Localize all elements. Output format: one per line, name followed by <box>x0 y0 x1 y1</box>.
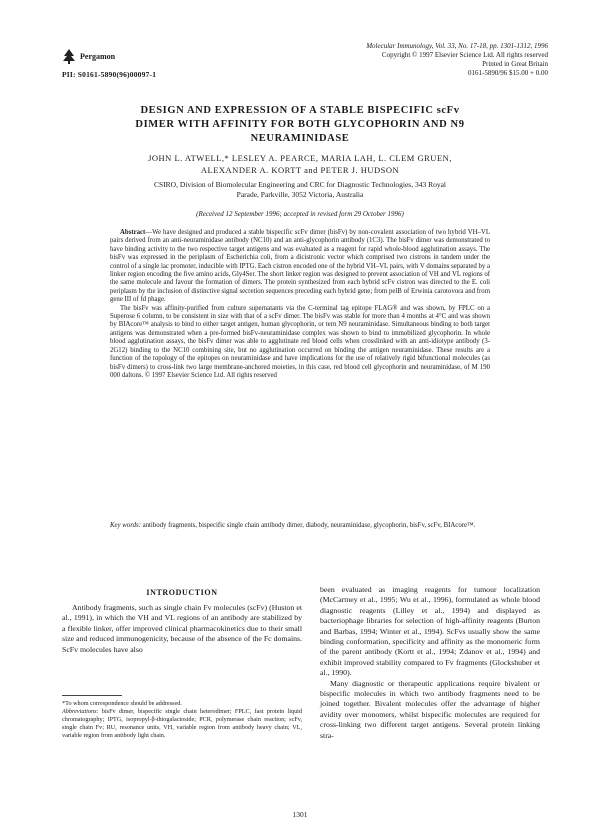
printed-in-line: Printed in Great Britain <box>482 60 548 68</box>
author-line: ALEXANDER A. KORTT and PETER J. HUDSON <box>200 165 400 175</box>
abbreviations-label: Abbreviations: <box>62 708 99 715</box>
title-line: NEURAMINIDASE <box>250 133 350 144</box>
received-dates: (Received 12 September 1996; accepted in revised form 29 October 1996) <box>196 210 404 218</box>
article-title <box>80 104 520 146</box>
section-heading-introduction: INTRODUCTION <box>146 588 218 597</box>
title-line: DIMER WITH AFFINITY FOR BOTH GLYCOPHORIN AND N9 <box>135 119 465 130</box>
keywords-text: antibody fragments, bispecific single chain antibody dimer, diabody, neuraminidase, glycophorin, bisFv, scFv, BIAcore™. <box>142 522 476 529</box>
keywords-label: Key words: <box>110 522 141 529</box>
pergamon-tree-icon <box>62 48 76 64</box>
pii-code: PII: S0161-5890(96)00097-1 <box>62 70 157 79</box>
abstract-paragraph: The bisFv was affinity-purified from culture supernatants via the C-terminal tag epitope FLAG® and was shown, by FPLC on a Superose 6 column, to be consistent in size with that of a scFv dimer. The bisFv was stable for more than 4 months at 4°C and was shown by BIAcore™ analysis to bind to either target antigen, human glycophorin, or tern N9 neuraminidase. Simultaneous binding to both target antigens was demonstrated when a pre-formed bisFv-neuraminidase complex was shown to bind to immobilized glycophorin. In whole blood agglutination assays, the bisFv dimer was able to agglutinate red blood cells when crosslinked with an anti-idiotype antibody (3-2G12) binding to the NC10 combining site, but no agglutination occurred on binding the antigen neuraminidase. These results are a function of the topology of the epitopes on neuraminidase and have implications for the use of relatively rigid bifunctional molecules (as bisFv dimers) to cross-link two large membrane-anchored moieties, in this case, red blood cell glycophorin and neuraminidase, of M 190 000 daltons. © 1997 Elsevier Science Ltd. All rights reserved <box>110 304 490 379</box>
abstract <box>110 229 490 380</box>
right-column <box>320 585 540 741</box>
footnotes <box>62 700 302 740</box>
abstract-paragraph <box>110 229 490 305</box>
affiliation-line: CSIRO, Division of Biomolecular Engineering and CRC for Diagnostic Technologies, 343 Royal <box>153 180 446 189</box>
author-line: JOHN L. ATWELL,* LESLEY A. PEARCE, MARIA LAH, L. CLEM GRUEN, <box>148 153 452 163</box>
affiliation-line: Parade, Parkville, 3052 Victoria, Australia <box>236 190 364 199</box>
abbreviations-footnote <box>62 708 302 740</box>
body-paragraph: Antibody fragments, such as single chain Fv molecules (scFv) (Huston et al., 1991), in which the VH and VL regions of an antibody are stabilized by a flexible linker, offer improved clinical pharmacokinetics due to their small size and reduced immunogenicity, because of the absence of the Fc domains. ScFv molecules have also <box>62 603 302 654</box>
affiliation <box>110 180 490 200</box>
body-paragraph: been evaluated as imaging reagents for tumour localization (McCartney et al., 1995; Wu et al., 1996), formulated as whole blood diagnostic reagents (Lilley et al., 1994) and displayed as bacteriophage libraries for selection of high-affinity reagents (Burton and Barbas, 1994; Winter et al., 1994). ScFvs usually show the same binding conformation, specificity and affinity as the monomeric form of the parent antibody (Kortt et al., 1994; Zdanov et al., 1994) and exhibit improved stability compared to Fv fragments (Glockshuber et al., 1990). <box>320 585 540 678</box>
footnote-divider <box>62 695 122 696</box>
journal-info <box>298 42 548 78</box>
author-list <box>90 152 510 176</box>
abstract-text: —We have designed and produced a stable bispecific scFv dimer (bisFv) by non-covalent association of two hybrid VH–VL pairs derived from an anti-neuraminidase antibody (NC10) and an anti-glycophorin antibody (1C3). The bisFv dimer was demonstrated to have binding activity to the two respective target antigens and was evaluated as a reagent for rapid whole-blood agglutination assays. The bisFv was expressed in the periplasm of Escherichia coli, from a dicistronic vector which comprised two cistrons in tandem under the control of a single lac promoter, inducible with IPTG. Each cistron encoded one of the hybrid VH–VL pairs, with V domains separated by a linker region encoding the five amino acids, Gly4Ser. The short linker region was designed to prevent association of VH and VL regions of the same molecule and favour the formation of dimers. The protein synthesized from each hybrid scFv cistron was directed to the E. coli periplasm by the inclusion of distinctive signal secretion sequences preceding each hybrid gene; from pelB of Erwinia carotovora and from gene III of fd phage. <box>110 229 491 304</box>
journal-citation: Molecular Immunology, Vol. 33, No. 17-18, pp. 1301-1312, 1996 <box>366 42 548 50</box>
left-column <box>62 603 302 655</box>
body-paragraph: Many diagnostic or therapeutic applications require bivalent or bispecific molecules in which two antibody fragments need to be joined together. Bivalent molecules offer the advantage of higher avidity over monomers, whilst bispecific molecules are required for cross-linking two different target antigens. Several protein linking stra- <box>320 678 540 740</box>
keywords <box>110 522 490 531</box>
issn-price-line: 0161-5890/96 $15.00 + 0.00 <box>468 69 548 77</box>
page-number: 1301 <box>292 810 308 819</box>
copyright-line: Copyright © 1997 Elsevier Science Ltd. All rights reserved <box>381 51 548 59</box>
publisher-name: Pergamon <box>80 52 116 61</box>
abbreviations-text: bisFv dimer, bispecific single chain heterodimer; FPLC, fast protein liquid chromatography; IPTG, isopropyl-β-thiogalactoside; PCR, polymerase chain reaction; scFv, single chain Fv; RU, resonance units, VH, variable region from antibody heavy chain; VL, variable region from antibody light chain. <box>62 708 302 739</box>
abstract-label: Abstract <box>120 229 146 236</box>
correspondence-footnote: *To whom correspondence should be addressed. <box>62 700 182 707</box>
publisher-logo <box>62 48 76 64</box>
title-line: DESIGN AND EXPRESSION OF A STABLE BISPECIFIC scFv <box>140 105 460 116</box>
